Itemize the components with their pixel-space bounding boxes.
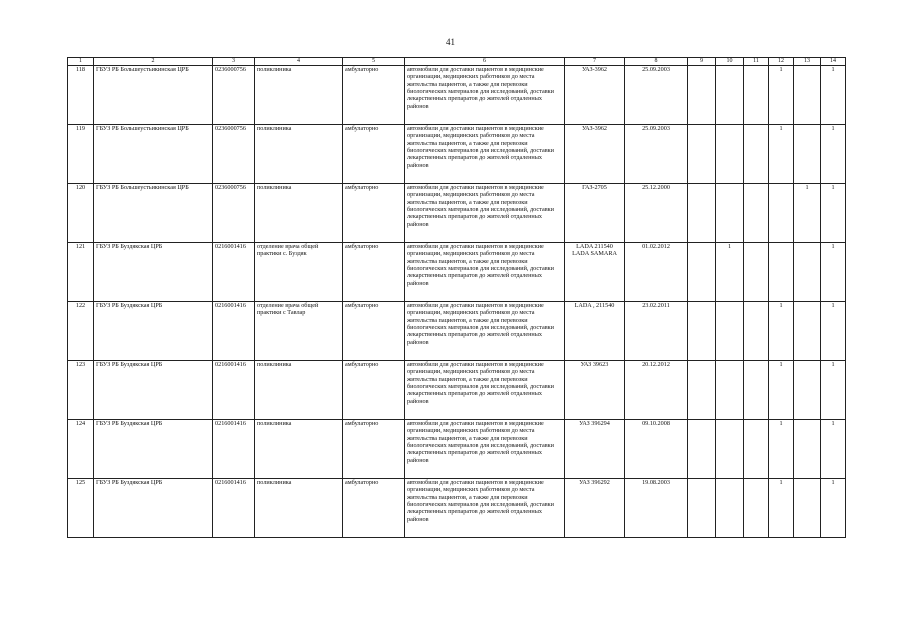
col14-cell: 1 xyxy=(821,184,846,243)
page-number: 41 xyxy=(446,37,455,47)
col10-cell xyxy=(716,479,744,538)
vehicle-model-cell: LADA 211540 LADA SAMARA xyxy=(565,243,625,302)
unit-cell: отделение врача общей практики с. Буздяк xyxy=(255,243,343,302)
col14-cell: 1 xyxy=(821,420,846,479)
col11-cell xyxy=(744,184,769,243)
column-header: 4 xyxy=(255,58,343,66)
col12-cell: 1 xyxy=(769,302,794,361)
col13-cell: 1 xyxy=(794,184,821,243)
column-header: 13 xyxy=(794,58,821,66)
date-cell: 23.02.2011 xyxy=(625,302,688,361)
col9-cell xyxy=(688,66,716,125)
col12-cell xyxy=(769,243,794,302)
col12-cell xyxy=(769,184,794,243)
col10-cell xyxy=(716,361,744,420)
col14-cell: 1 xyxy=(821,302,846,361)
organization-cell: ГБУЗ РБ Большеустьикинская ЦРБ xyxy=(94,184,213,243)
table-row xyxy=(68,420,846,479)
column-header: 5 xyxy=(343,58,405,66)
col12-cell: 1 xyxy=(769,361,794,420)
col13-cell xyxy=(794,66,821,125)
col12-cell: 1 xyxy=(769,420,794,479)
mode-cell: амбулаторно xyxy=(343,243,405,302)
row-number: 119 xyxy=(68,125,94,184)
col9-cell xyxy=(688,302,716,361)
purpose-cell: автомобили для доставки пациентов в медицинские организации, медицинских работников до места жительства пациентов, а также для перевозки биологических материалов для исследований, доставки лекарственных препаратов до жителей отдаленных районов xyxy=(405,125,565,184)
vehicle-model-cell: LADA , 211540 xyxy=(565,302,625,361)
code-cell: 0216001416 xyxy=(213,361,255,420)
col12-cell: 1 xyxy=(769,479,794,538)
organization-cell: ГБУЗ РБ Буздякская ЦРБ xyxy=(94,243,213,302)
date-cell: 20.12.2012 xyxy=(625,361,688,420)
row-number: 120 xyxy=(68,184,94,243)
vehicle-model-cell: УАЗ 396292 xyxy=(565,479,625,538)
col11-cell xyxy=(744,361,769,420)
col13-cell xyxy=(794,479,821,538)
col10-cell xyxy=(716,66,744,125)
code-cell: 0216001416 xyxy=(213,420,255,479)
mode-cell: амбулаторно xyxy=(343,302,405,361)
column-header: 14 xyxy=(821,58,846,66)
col14-cell: 1 xyxy=(821,361,846,420)
col14-cell: 1 xyxy=(821,66,846,125)
unit-cell: поликлиника xyxy=(255,66,343,125)
date-cell: 09.10.2008 xyxy=(625,420,688,479)
row-number: 118 xyxy=(68,66,94,125)
col9-cell xyxy=(688,420,716,479)
col13-cell xyxy=(794,361,821,420)
col10-cell xyxy=(716,302,744,361)
purpose-cell: автомобили для доставки пациентов в медицинские организации, медицинских работников до места жительства пациентов, а также для перевозки биологических материалов для исследований, доставки лекарственных препаратов до жителей отдаленных районов xyxy=(405,243,565,302)
purpose-cell: автомобили для доставки пациентов в медицинские организации, медицинских работников до места жительства пациентов, а также для перевозки биологических материалов для исследований, доставки лекарственных препаратов до жителей отдаленных районов xyxy=(405,302,565,361)
col11-cell xyxy=(744,479,769,538)
col10-cell: 1 xyxy=(716,243,744,302)
unit-cell: поликлиника xyxy=(255,420,343,479)
code-cell: 0236000756 xyxy=(213,66,255,125)
vehicle-model-cell: УАЗ 39623 xyxy=(565,361,625,420)
col10-cell xyxy=(716,420,744,479)
date-cell: 19.08.2003 xyxy=(625,479,688,538)
date-cell: 25.12.2000 xyxy=(625,184,688,243)
column-header: 9 xyxy=(688,58,716,66)
mode-cell: амбулаторно xyxy=(343,420,405,479)
col9-cell xyxy=(688,243,716,302)
col11-cell xyxy=(744,420,769,479)
organization-cell: ГБУЗ РБ Буздякская ЦРБ xyxy=(94,361,213,420)
column-header: 10 xyxy=(716,58,744,66)
row-number: 124 xyxy=(68,420,94,479)
vehicle-model-cell: УАЗ-3962 xyxy=(565,125,625,184)
col12-cell: 1 xyxy=(769,125,794,184)
col9-cell xyxy=(688,361,716,420)
column-header: 12 xyxy=(769,58,794,66)
table-row xyxy=(68,125,846,184)
vehicle-model-cell: УАЗ-3962 xyxy=(565,66,625,125)
code-cell: 0216001416 xyxy=(213,302,255,361)
col13-cell xyxy=(794,302,821,361)
mode-cell: амбулаторно xyxy=(343,479,405,538)
purpose-cell: автомобили для доставки пациентов в медицинские организации, медицинских работников до места жительства пациентов, а также для перевозки биологических материалов для исследований, доставки лекарственных препаратов до жителей отдаленных районов xyxy=(405,361,565,420)
column-header: 1 xyxy=(68,58,94,66)
row-number: 123 xyxy=(68,361,94,420)
mode-cell: амбулаторно xyxy=(343,361,405,420)
vehicle-model-cell: ГАЗ-2705 xyxy=(565,184,625,243)
column-header: 2 xyxy=(94,58,213,66)
vehicle-model-cell: УАЗ 396294 xyxy=(565,420,625,479)
code-cell: 0236000756 xyxy=(213,184,255,243)
code-cell: 0236000756 xyxy=(213,125,255,184)
col14-cell: 1 xyxy=(821,125,846,184)
col10-cell xyxy=(716,125,744,184)
purpose-cell: автомобили для доставки пациентов в медицинские организации, медицинских работников до места жительства пациентов, а также для перевозки биологических материалов для исследований, доставки лекарственных препаратов до жителей отдаленных районов xyxy=(405,479,565,538)
mode-cell: амбулаторно xyxy=(343,184,405,243)
code-cell: 0216001416 xyxy=(213,243,255,302)
purpose-cell: автомобили для доставки пациентов в медицинские организации, медицинских работников до места жительства пациентов, а также для перевозки биологических материалов для исследований, доставки лекарственных препаратов до жителей отдаленных районов xyxy=(405,184,565,243)
purpose-cell: автомобили для доставки пациентов в медицинские организации, медицинских работников до места жительства пациентов, а также для перевозки биологических материалов для исследований, доставки лекарственных препаратов до жителей отдаленных районов xyxy=(405,66,565,125)
organization-cell: ГБУЗ РБ Буздякская ЦРБ xyxy=(94,420,213,479)
date-cell: 01.02.2012 xyxy=(625,243,688,302)
table-row xyxy=(68,361,846,420)
table-row xyxy=(68,184,846,243)
col9-cell xyxy=(688,184,716,243)
table-row xyxy=(68,66,846,125)
header-row xyxy=(68,58,846,66)
purpose-cell: автомобили для доставки пациентов в медицинские организации, медицинских работников до места жительства пациентов, а также для перевозки биологических материалов для исследований, доставки лекарственных препаратов до жителей отдаленных районов xyxy=(405,420,565,479)
row-number: 122 xyxy=(68,302,94,361)
date-cell: 25.09.2003 xyxy=(625,66,688,125)
table-row xyxy=(68,479,846,538)
organization-cell: ГБУЗ РБ Большеустьикинская ЦРБ xyxy=(94,125,213,184)
table-body xyxy=(68,66,846,538)
organization-cell: ГБУЗ РБ Буздякская ЦРБ xyxy=(94,302,213,361)
organization-cell: ГБУЗ РБ Большеустьикинская ЦРБ xyxy=(94,66,213,125)
unit-cell: отделение врача общей практики с Тавлар xyxy=(255,302,343,361)
mode-cell: амбулаторно xyxy=(343,125,405,184)
column-header: 6 xyxy=(405,58,565,66)
vehicle-table-wrapper xyxy=(67,57,846,538)
col13-cell xyxy=(794,420,821,479)
unit-cell: поликлиника xyxy=(255,125,343,184)
col9-cell xyxy=(688,479,716,538)
col11-cell xyxy=(744,243,769,302)
column-header: 7 xyxy=(565,58,625,66)
code-cell: 0216001416 xyxy=(213,479,255,538)
vehicle-table xyxy=(67,57,846,538)
col9-cell xyxy=(688,125,716,184)
col12-cell: 1 xyxy=(769,66,794,125)
column-header: 8 xyxy=(625,58,688,66)
col13-cell xyxy=(794,125,821,184)
date-cell: 25.09.2003 xyxy=(625,125,688,184)
col11-cell xyxy=(744,66,769,125)
col13-cell xyxy=(794,243,821,302)
unit-cell: поликлиника xyxy=(255,361,343,420)
mode-cell: амбулаторно xyxy=(343,66,405,125)
organization-cell: ГБУЗ РБ Буздякская ЦРБ xyxy=(94,479,213,538)
col14-cell: 1 xyxy=(821,479,846,538)
table-row xyxy=(68,302,846,361)
col10-cell xyxy=(716,184,744,243)
col11-cell xyxy=(744,302,769,361)
column-header: 11 xyxy=(744,58,769,66)
table-row xyxy=(68,243,846,302)
row-number: 121 xyxy=(68,243,94,302)
row-number: 125 xyxy=(68,479,94,538)
col14-cell: 1 xyxy=(821,243,846,302)
column-header: 3 xyxy=(213,58,255,66)
col11-cell xyxy=(744,125,769,184)
unit-cell: поликлиника xyxy=(255,479,343,538)
unit-cell: поликлиника xyxy=(255,184,343,243)
